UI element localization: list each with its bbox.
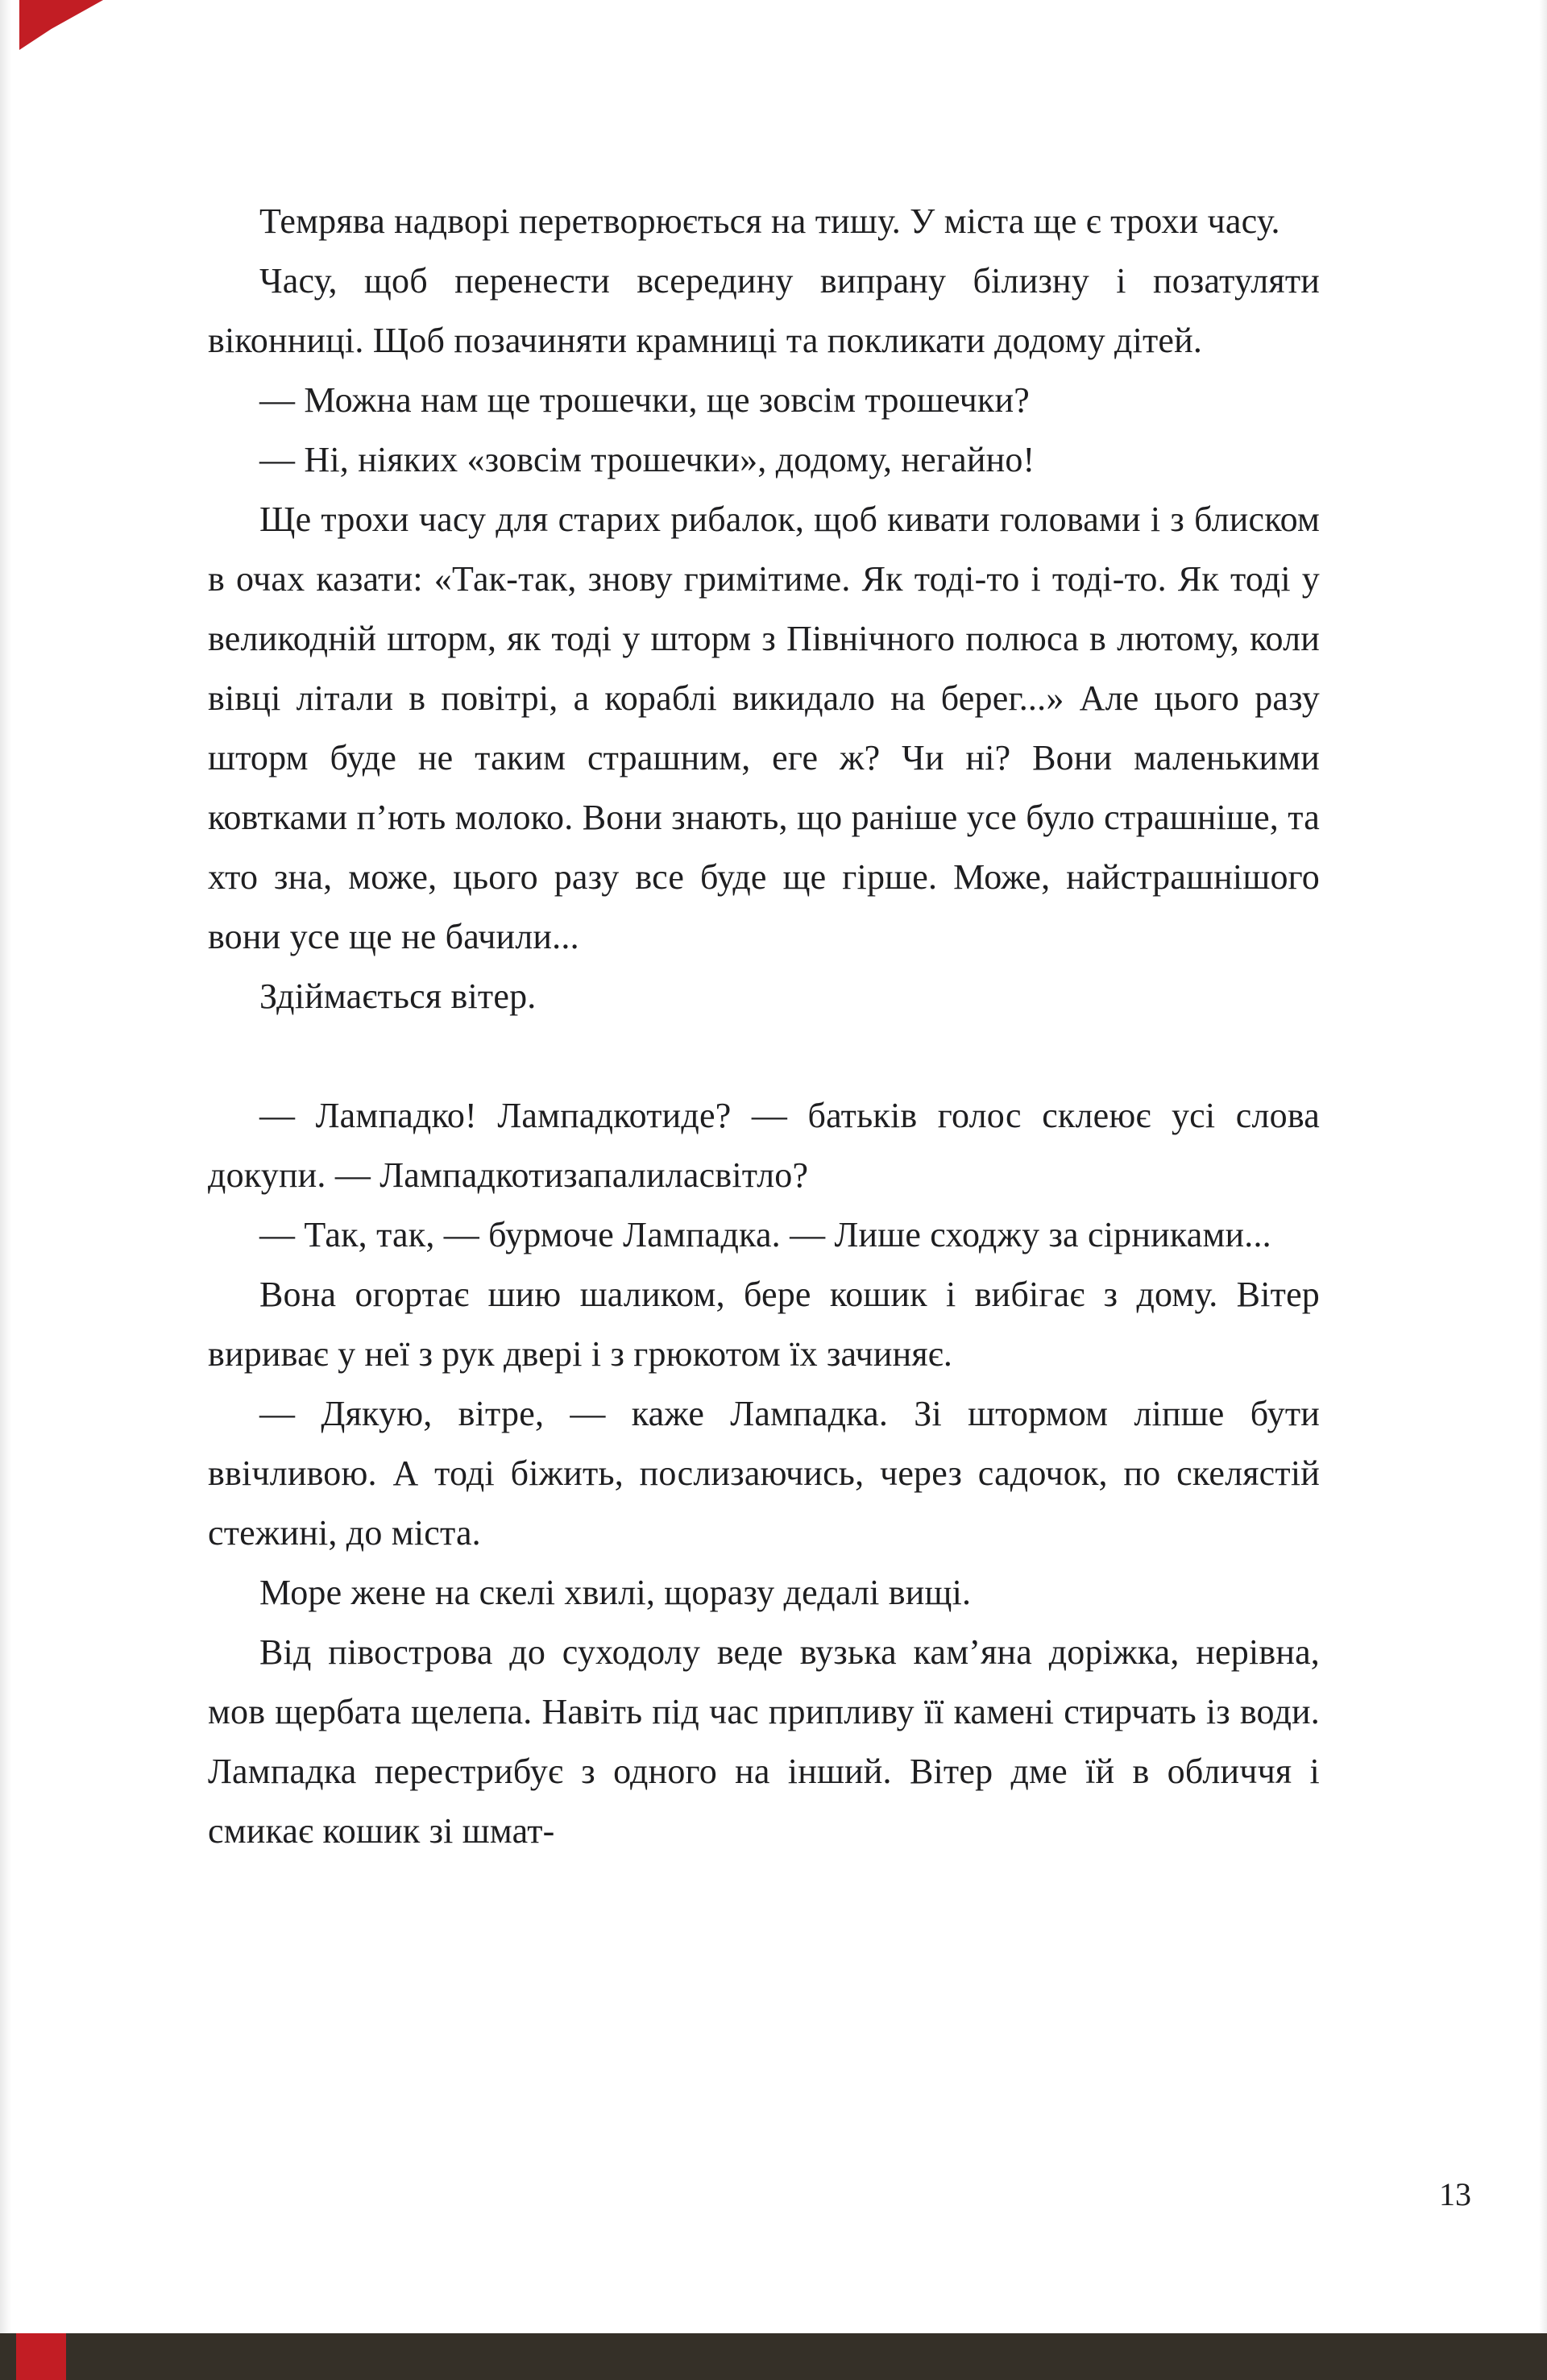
scan-edge-right (1539, 0, 1547, 2380)
paragraph: — Ні, ніяких «зовсім трошечки», додому, негайно! (259, 440, 1035, 479)
paragraph: Часу, щоб перенести всередину випрану білизну і позатуляти віконниці. Щоб позачиняти крамниці та покликати додому дітей. (208, 261, 1320, 360)
paragraph: Ще трохи часу для старих рибалок, щоб кивати головами і з блиском в очах казати: «Так-так, знову гримітиме. Як тоді-то і тоді-то. Як тоді у великодній шторм, як тоді у шторм з Північного полюса в лютому, коли вівці літали в повітрі, а кораблі викидало на берег...» Але цього разу шторм буде не таким страшним, еге ж? Чи ні? Вони маленькими ковтками п’ють молоко. Вони знають, що раніше усе було страшніше, та хто зна, може, цього разу все буде ще гірше. Може, найстрашнішого вони усе ще не бачили... (208, 500, 1320, 956)
paragraph: — Можна нам ще трошечки, ще зовсім трошечки? (259, 380, 1030, 420)
book-page-text-block (208, 192, 1320, 1861)
paragraph: Від півострова до суходолу веде вузька кам’яна доріжка, нерівна, мов щербата щелепа. Навіть під час припливу її камені стирчать із води. Лампадка перестрибує з одного на інший. Вітер дме їй в обличчя і смикає кошик зі шмат- (208, 1632, 1320, 1851)
paragraph: Вона огортає шию шаликом, бере кошик і вибігає з дому. Вітер вириває у неї з рук двері і з грюкотом їх зачиняє. (208, 1275, 1320, 1374)
paragraph: — Лампадко! Лампадкотиде? — батьків голос склеює усі слова докупи. — Лампадкотизапалиласвітло? (208, 1096, 1320, 1195)
paragraph: Темрява надворі перетворюється на тишу. У міста ще є трохи часу. (259, 201, 1280, 241)
page-number: 13 (1439, 2176, 1471, 2212)
footer-strip (0, 2333, 1547, 2380)
footer-red-accent (16, 2333, 66, 2380)
paragraph: Здіймається вітер. (259, 976, 537, 1016)
paragraph: — Так, так, — бурмоче Лампадка. — Лише сходжу за сірниками... (259, 1215, 1271, 1254)
paragraph: — Дякую, вітре, — каже Лампадка. Зі штормом ліпше бути ввічливою. А тоді біжить, послизаючись, через садочок, по скелястій стежині, до міста. (208, 1394, 1320, 1553)
scan-edge-left (0, 0, 11, 2380)
red-corner-decoration (19, 0, 103, 50)
paragraph: Море жене на скелі хвилі, щоразу дедалі вищі. (259, 1573, 972, 1612)
